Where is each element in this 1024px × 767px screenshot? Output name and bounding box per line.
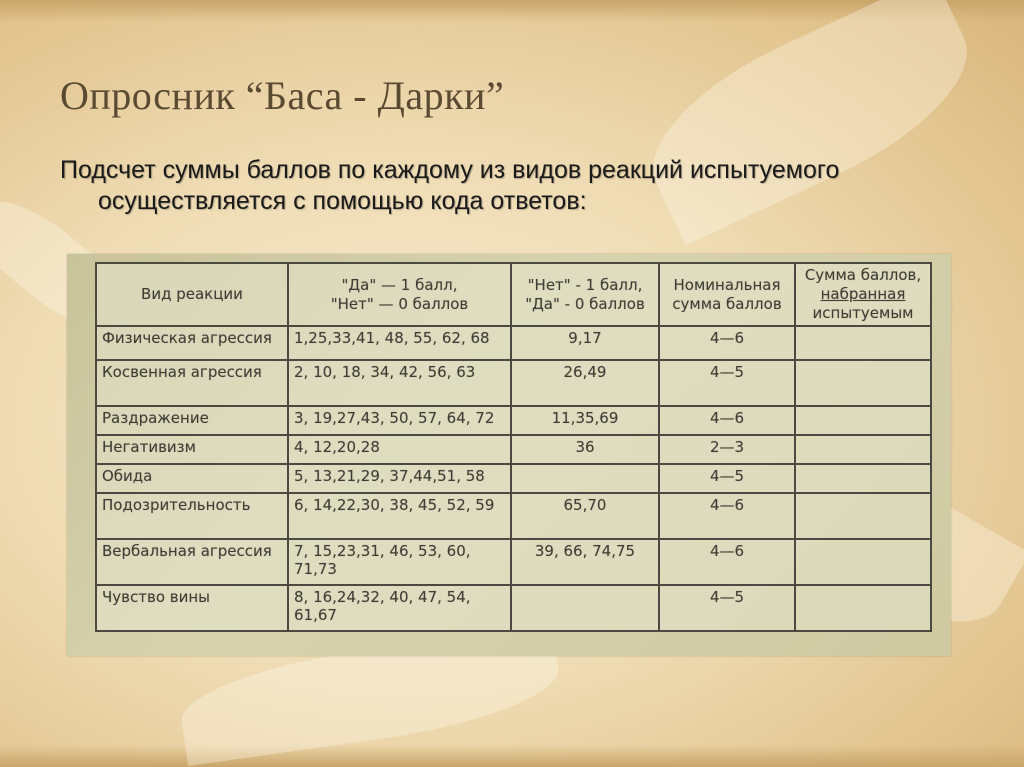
table-row	[96, 326, 931, 360]
table-row	[96, 464, 931, 493]
reaction-type-cell: Обида	[96, 464, 288, 493]
header-subject-sum	[795, 263, 931, 326]
yes-items-line-1: 8, 16,24,32, 40, 47, 54,	[294, 588, 471, 606]
table-photo	[67, 254, 951, 656]
table-row	[96, 406, 931, 435]
yes-items-line-1: 7, 15,23,31, 46, 53, 60,	[294, 542, 471, 560]
no-items-cell: 26,49	[511, 360, 659, 406]
reaction-type-cell: Чувство вины	[96, 585, 288, 631]
table-row	[96, 493, 931, 539]
header-nominal-line-2: сумма баллов	[672, 294, 782, 313]
nominal-sum-cell: 4—6	[659, 493, 795, 539]
subject-sum-cell	[795, 435, 931, 464]
header-sum-line-1: Сумма баллов,	[804, 266, 922, 284]
reaction-type-cell: Вербальная агрессия	[96, 539, 288, 585]
bottom-border	[0, 745, 1024, 767]
header-reaction-type: Вид реакции	[96, 263, 288, 326]
no-items-cell: 9,17	[511, 326, 659, 360]
no-items-cell: 11,35,69	[511, 406, 659, 435]
nominal-sum-cell: 2—3	[659, 435, 795, 464]
nominal-sum-cell: 4—6	[659, 539, 795, 585]
yes-items-cell	[288, 539, 511, 585]
nominal-sum-cell: 4—6	[659, 406, 795, 435]
yes-items-cell: 6, 14,22,30, 38, 45, 52, 59	[288, 493, 511, 539]
header-no-scoring	[511, 263, 659, 326]
nominal-sum-cell: 4—6	[659, 326, 795, 360]
nominal-sum-cell: 4—5	[659, 585, 795, 631]
yes-items-cell: 3, 19,27,43, 50, 57, 64, 72	[288, 406, 511, 435]
subject-sum-cell	[795, 464, 931, 493]
header-no-line-1: "Нет" - 1 балл,	[527, 275, 643, 294]
slide-title: Опросник “Баса - Дарки”	[60, 73, 505, 118]
no-items-cell: 36	[511, 435, 659, 464]
reaction-type-cell: Физическая агрессия	[96, 326, 288, 360]
subject-sum-cell	[795, 360, 931, 406]
table-header-row	[96, 263, 931, 326]
subject-sum-cell	[795, 493, 931, 539]
nominal-sum-cell: 4—5	[659, 360, 795, 406]
table-row	[96, 539, 931, 585]
no-items-cell	[511, 464, 659, 493]
slide-description	[60, 155, 920, 217]
header-yes-line-1: "Да" — 1 балл,	[341, 275, 458, 294]
yes-items-cell: 1,25,33,41, 48, 55, 62, 68	[288, 326, 511, 360]
yes-items-cell	[288, 585, 511, 631]
yes-items-line-2: 71,73	[294, 560, 337, 578]
scoring-table	[95, 262, 932, 632]
no-items-cell: 39, 66, 74,75	[511, 539, 659, 585]
table-row	[96, 585, 931, 631]
yes-items-cell: 2, 10, 18, 34, 42, 56, 63	[288, 360, 511, 406]
subject-sum-cell	[795, 406, 931, 435]
subject-sum-cell	[795, 585, 931, 631]
header-yes-scoring	[288, 263, 511, 326]
no-items-cell	[511, 585, 659, 631]
header-no-line-2: "Да" - 0 баллов	[525, 294, 645, 313]
yes-items-cell: 5, 13,21,29, 37,44,51, 58	[288, 464, 511, 493]
subject-sum-cell	[795, 326, 931, 360]
no-items-cell: 65,70	[511, 493, 659, 539]
reaction-type-cell: Подозрительность	[96, 493, 288, 539]
reaction-type-cell: Негативизм	[96, 435, 288, 464]
table-row	[96, 435, 931, 464]
header-nominal-line-1: Номинальная	[673, 275, 781, 294]
yes-items-cell: 4, 12,20,28	[288, 435, 511, 464]
table-row	[96, 360, 931, 406]
header-nominal-sum	[659, 263, 795, 326]
subject-sum-cell	[795, 539, 931, 585]
reaction-type-cell: Раздражение	[96, 406, 288, 435]
nominal-sum-cell: 4—5	[659, 464, 795, 493]
header-yes-line-2: "Нет" — 0 баллов	[330, 294, 469, 313]
reaction-type-cell: Косвенная агрессия	[96, 360, 288, 406]
header-sum-line-3: испытуемым	[812, 304, 914, 322]
description-line-2: осуществляется с помощью кода ответов:	[98, 187, 587, 215]
header-sum-line-2: набранная	[820, 285, 906, 303]
description-line-1: Подсчет суммы баллов по каждому из видов реакций испытуемого	[60, 156, 840, 184]
yes-items-line-2: 61,67	[294, 606, 337, 624]
